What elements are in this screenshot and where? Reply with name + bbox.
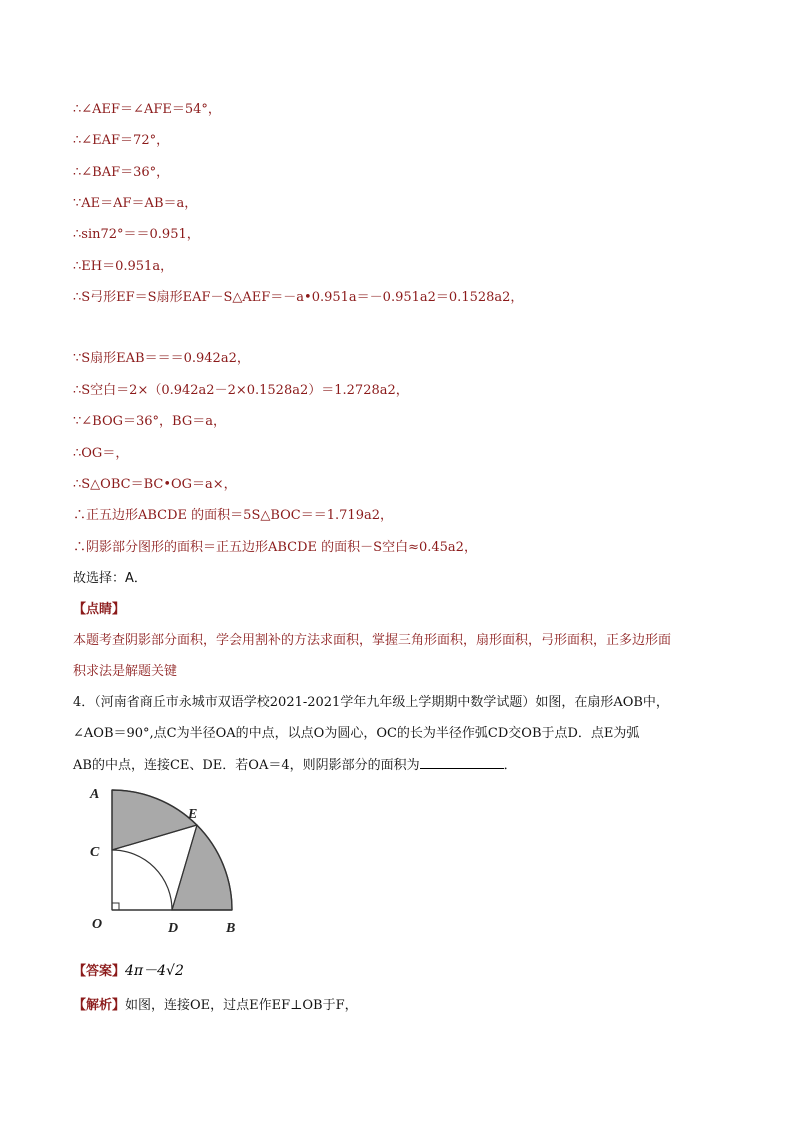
solution-line-4: ∵AE＝AF＝AB＝a，	[73, 196, 198, 211]
arc-cd	[112, 850, 172, 910]
solution-line-8: ∵S扇形EAB＝＝＝0.942a2，	[73, 351, 250, 366]
label-b: B	[226, 921, 236, 936]
solution-line-1: ∴∠AEF＝∠AFE＝54°，	[73, 102, 221, 117]
analysis-row	[73, 997, 358, 1015]
problem-line-3	[73, 756, 517, 775]
label-e: E	[188, 807, 198, 822]
solution-line-6: ∴EH＝0.951a，	[73, 259, 174, 274]
right-angle-mark	[112, 903, 119, 910]
solution-line-2: ∴∠EAF＝72°，	[73, 133, 170, 148]
analysis-text: 如图，连接OE，过点E作EF⊥OB于F，	[125, 998, 358, 1013]
problem-line-3-end: ．	[503, 758, 517, 773]
label-c: C	[90, 845, 100, 860]
solution-line-13: ∴正五边形ABCDE 的面积＝5S△BOC＝＝1.719a2，	[73, 508, 393, 523]
analysis-tag: 【解析】	[73, 998, 126, 1013]
problem-line-2: ∠AOB＝90°,点C为半径OA的中点，以点O为圆心，OC的长为半径作弧CD交OB于点D．点E为弧	[73, 726, 640, 741]
solution-line-9: ∴S空白＝2×（0.942a2－2×0.1528a2）＝1.2728a2，	[73, 383, 409, 398]
comment-text-line-1: 本题考查阴影部分面积，学会用割补的方法求面积，掌握三角形面积，扇形面积，弓形面积，正多边形面	[73, 633, 672, 648]
answer-value: 4π－4√2	[125, 963, 184, 979]
label-a: A	[90, 787, 100, 802]
solution-line-12: ∴S△OBC＝BC•OG＝a×，	[73, 477, 237, 492]
solution-line-7: ∴S弓形EF＝S扇形EAF－S△AEF＝－a•0.951a＝－0.951a2＝0.1528a2，	[73, 290, 524, 305]
sector-figure	[82, 780, 252, 940]
comment-text-line-2: 积求法是解题关键	[73, 664, 178, 679]
solution-line-11: ∴OG＝，	[73, 446, 129, 461]
solution-line-5: ∴sin72°＝＝0.951，	[73, 227, 200, 242]
answer-tag: 【答案】	[73, 964, 126, 979]
solution-line-15: 故选择：A．	[73, 571, 147, 586]
shaded-region-top	[112, 790, 197, 850]
problem-line-3-text: AB的中点，连接CE、DE．若OA＝4，则阴影部分的面积为	[73, 758, 420, 773]
answer-blank	[420, 756, 504, 769]
answer-row	[73, 962, 184, 981]
solution-line-14: ∴阴影部分图形的面积＝正五边形ABCDE 的面积－S空白≈0.45a2，	[73, 540, 477, 555]
label-d: D	[168, 921, 179, 936]
solution-line-10: ∵∠BOG＝36°，BG＝a，	[73, 414, 226, 429]
shaded-region-bottom	[172, 825, 232, 910]
label-o: O	[92, 917, 103, 932]
comment-tag: 【点睛】	[73, 602, 126, 617]
problem-line-1: 4．（河南省商丘市永城市双语学校2021-2021学年九年级上学期期中数学试题）如图，在扇形AOB中，	[73, 695, 669, 710]
solution-line-3: ∴∠BAF＝36°，	[73, 165, 170, 180]
